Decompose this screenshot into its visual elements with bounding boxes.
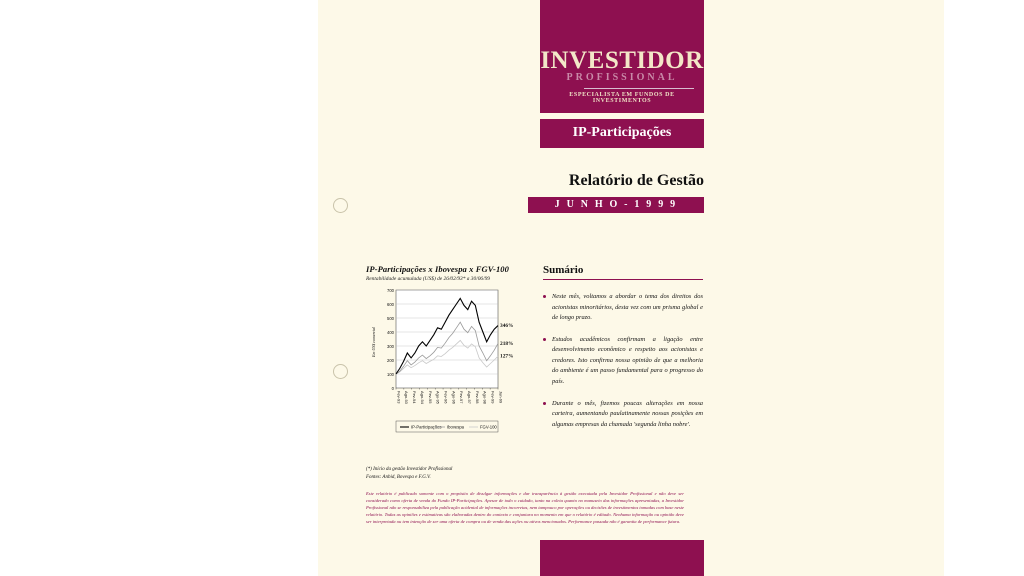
brand-tagline: ESPECIALISTA EM FUNDOS DE INVESTIMENTOS [569,92,675,104]
svg-text:300: 300 [387,344,394,349]
punch-hole-icon [333,364,348,379]
summary-bullet [543,399,703,431]
performance-chart [366,264,524,434]
disclaimer-text: Este relatório é publicado somente com o propósito de divulgar informações e dar transparência à gestão executada pela Investidor Profissional e não deve ser considerado como oferta de venda do Fundo IP-Participações. Apesar de todo o cuidado, tanto na coleta quanto no manuseio das informações apresentadas, a Investidor Profissional não se responsabiliza pela publicação acidental de informações incorretas, nem tampouco por operações ou decisões de investimentos tomadas com base neste relatório. Todas as opiniões e estimativas são elaboradas dentro do contexto e conjuntura no momento em que o relatório é editado. Nenhuma informação ou opinião deve ser interpretada ou tem intenção de ser uma oferta de compra ou de venda das ações ou ativos mencionados. Performance passada não é garantia de performance futura. [366,491,684,525]
svg-text:Ago-94: Ago-94 [419,391,425,404]
svg-text:FGV-100: FGV-100 [480,424,497,430]
brand-name: INVESTIDOR [540,47,704,74]
summary-bullet [543,292,703,324]
chart-plot-area [366,284,524,434]
chart-footnote-text: (*) Início da gestão Investidor Profissional [366,467,453,472]
svg-text:Ibovespa: Ibovespa [447,424,464,430]
svg-text:400: 400 [387,330,394,335]
bullet-dot-icon [543,402,546,405]
svg-text:Fev-98: Fev-98 [474,391,480,404]
page-margin-right [944,0,1024,576]
svg-text:Ago-98: Ago-98 [482,391,488,404]
summary-bullet-list [543,292,703,430]
svg-text:Fev-95: Fev-95 [427,391,433,404]
svg-text:0: 0 [391,386,394,391]
report-month: J U N H O - 1 9 9 9 [554,199,678,210]
svg-text:700: 700 [387,288,394,293]
footer-accent-block [540,540,704,576]
svg-text:Fev-99: Fev-99 [490,391,496,404]
summary-bullet-text: Neste mês, voltamos a abordar o tema dos direitos dos acionistas minoritários, desta vez com um prisma global e de longo prazo. [552,293,703,322]
svg-text:Jun-99: Jun-99 [498,391,504,404]
summary-bullet-text: Durante o mês, fizemos poucas alterações em nossa carteira, aumentando paulatinamente nossas posições em algumas empresas da chamada 'segunda linha nobre'. [552,399,703,428]
svg-text:Fev-96: Fev-96 [443,391,449,404]
summary-bullet [543,335,703,388]
svg-text:200: 200 [387,358,394,363]
svg-text:600: 600 [387,302,394,307]
svg-text:Fev-97: Fev-97 [459,391,465,404]
svg-text:Em US$ comercial: Em US$ comercial [371,326,376,357]
brand-divider [584,88,694,89]
svg-text:Ago-95: Ago-95 [435,391,441,404]
chart-sources-text: Fontes: Anbid, Bovespa e F.G.V. [366,474,431,480]
page-margin-left [0,0,318,576]
bullet-dot-icon [543,295,546,298]
svg-text:500: 500 [387,316,394,321]
chart-svg [366,284,524,434]
svg-text:346%: 346% [500,323,514,330]
summary-section [543,264,703,441]
fund-name-box [540,119,704,148]
svg-text:Ago-96: Ago-96 [451,391,457,404]
brand-logo-block [540,0,704,113]
svg-text:127%: 127% [500,353,514,360]
brand-subtitle: PROFISSIONAL [566,72,678,83]
svg-text:218%: 218% [500,340,514,347]
summary-bullet-text: Estudos acadêmicos confirmam a ligação entre desenvolvimento econômico e respeito aos acionistas e credores. Isto confirma nossa opinião de que a melhoria do ambiente é um passo fundamental para o progresso do país. [552,335,703,385]
svg-text:Ago-93: Ago-93 [404,391,410,404]
punch-hole-icon [333,198,348,213]
report-month-bar [528,197,704,213]
svg-text:Fev-93: Fev-93 [396,391,402,404]
chart-subtitle: Rentabilidade acumulada (US$) de 26/02/93* a 30/06/99 [366,276,490,282]
svg-text:IP-Participações: IP-Participações [411,424,442,430]
chart-footnote [366,466,546,481]
svg-text:Fev-94: Fev-94 [412,391,418,404]
page-title: Relatório de Gestão [568,172,704,189]
svg-text:100: 100 [387,372,394,377]
bullet-dot-icon [543,338,546,341]
summary-title: Sumário [543,264,703,280]
svg-text:Ago-97: Ago-97 [467,391,473,404]
chart-title: IP-Participações x Ibovespa x FGV-100 [366,264,509,274]
fund-name: IP-Participações [572,125,672,140]
